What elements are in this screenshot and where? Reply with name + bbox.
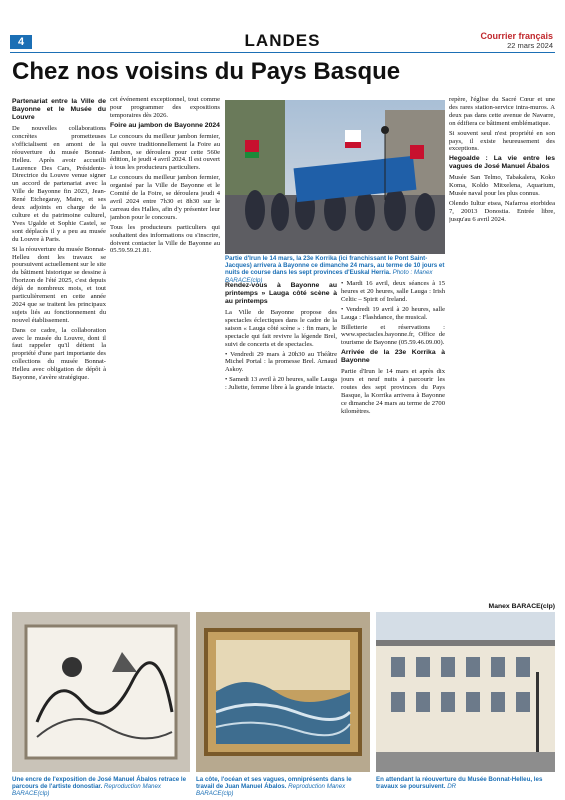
paragraph: Partie d'Irun le 14 mars et après dix jours et neuf nuits à parcourir les routes des sept provinces du Pays Basque, la Korrika arrivera à Bayonne ce dimanche 24 mars au terme de 2700 kilomètres. — [341, 368, 445, 415]
paragraph: De nouvelles collaborations concrètes prometteuses s'officialisent en amont de la réouverture du musée Bonnat-Helleu. Après avoir accueilli Laurence Des Cars, Présidente-Directrice du Louvre venue signer un accord de partenariat avec la Ville de Bayonne fin 2023, Jean-René Etchegaray, Maire, et ses deux adjoints en charge de la culture et du patrimoine culturel, Yves Ugalde et Sophie Castel, se sont déplacés il y a peu au musée du Louvre à Paris. — [12, 125, 106, 243]
paragraph: • Mardi 16 avril, deux séances à 15 heures et 20 heures, salle Lauga : Irish Celtic – Spirit of Ireland. — [341, 280, 445, 303]
paragraph: Si souvent seul n'est propriété en son pays, il existe heureusement des exceptions. — [449, 129, 555, 153]
paragraph: Le concours du meilleur jambon fermier, organisé par la Ville de Bayonne et le Comité de la Foire, se déroulera jeudi 4 avril 2024 entre 7h30 et 8h30 sur le carreau des Halles, afin d'y présenter leur jambon pour le concours. — [110, 174, 220, 221]
caption-credit: DR — [447, 783, 457, 791]
caption-text: La côte, l'océan et ses vagues, omniprésents dans le travail de Juan Manuel Ábalos. — [196, 776, 352, 791]
korrika-photo — [225, 100, 445, 254]
ink-artwork-photo — [12, 612, 190, 772]
paragraph: Le concours du meilleur jambon fermier, qui ouvre traditionnellement la Foire au Jambon, se déroulera pour cette 560e édition, le jeudi 4 avril 2024. Il est ouvert à tous les producteurs particuliers. — [110, 132, 220, 172]
article-heading-louvre: Partenariat entre la Ville de Bayonne et le Musée du Louvre — [12, 98, 106, 121]
column-5 — [449, 96, 555, 599]
page-title: Chez nos voisins du Pays Basque — [12, 58, 401, 85]
article-heading-foire: Foire au jambon de Bayonne 2024 — [110, 121, 220, 129]
paragraph: cet événement exceptionnel, tout comme pour programmer des expositions temporaires dès 2026. — [110, 96, 220, 119]
caption-credit: Reproduction Manex BARACE(clp) — [12, 783, 162, 798]
page-number: 4 — [10, 35, 32, 49]
museum-building-photo — [376, 612, 555, 772]
paragraph: • Vendredi 29 mars à 20h30 au Théâtre Michel Portal : la promesse Brel. Arnaud Askoy. — [225, 350, 337, 374]
column-1 — [12, 96, 106, 602]
brand-name: Courrier français — [480, 31, 553, 41]
paragraph: Dans ce cadre, la collaboration avec le musée du Louvre, dont il faut rappeler qu'il détient la propriété d'une part importante des collections du musée Bonnat-Helleu avec obligation de dépôt à Bayonne, s'avère stratégique. — [12, 326, 106, 382]
bottom-caption-2 — [196, 776, 370, 798]
author-credit: Manex BARACE(clp) — [488, 603, 555, 610]
article-heading-korrika: Arrivée de la 23e Korrika à Bayonne — [341, 349, 445, 365]
column-2 — [110, 96, 220, 506]
paragraph: Billetterie et réservations : www.spectacles.bayonne.fr, Office de tourisme de Bayonne (05.59.46.09.00). — [341, 323, 445, 347]
bottom-caption-3 — [376, 776, 555, 790]
paragraph: Tous les producteurs particuliers qui souhaitent des informations ou s'inscrire, doivent contacter la Ville de Bayonne au 05.59.59.21.81. — [110, 223, 220, 255]
paragraph: La Ville de Bayonne propose des spectacles éclectiques dans le cadre de la saison « Lauga côté scène » : fin mars, le spectacle qui fait revivre la légende Brel, suivi de concerts et de spectacles. — [225, 309, 337, 348]
caption-credit: Photo : Manex BARACE(clp) — [225, 269, 433, 284]
section-title: LANDES — [244, 31, 321, 50]
waves-painting-photo — [196, 612, 370, 772]
article-heading-lauga: Rendez-vous à Bayonne au printemps » Lauga côté scène à au printemps — [225, 282, 337, 305]
issue-date: 22 mars 2024 — [507, 41, 553, 50]
header-rule — [10, 52, 555, 53]
bottom-caption-1 — [12, 776, 190, 798]
paragraph: repère, l'église du Sacré Cœur et une des rares station-service intra-muros. A deux pas dans cette avenue de Navarre, on édifiera ce bâtiment emblématique. — [449, 96, 555, 127]
caption-text: Une encre de l'exposition de José Manuel Ábalos retrace le parcours de l'artiste donostiar. — [12, 776, 187, 791]
paragraph: Olendo Iultur etsea, Nafarroa etorbidea 7, 20013 Donostia. Entrée libre, jusqu'au 6 avril 2024. — [449, 200, 555, 223]
caption-credit: Reproduction Manex BARACE(clp) — [196, 783, 346, 798]
paragraph: • Vendredi 19 avril à 20 heures, salle Lauga : Flashdance, the musical. — [341, 305, 445, 321]
caption-text: Partie d'Irun le 14 mars, la 23e Korrika (ici franchissant le Pont Saint-Jacques) arrivera à Bayonne ce dimanche 24 mars, au terme de 10 jours et nuits de course dans les sept provinces d'Euskal Herria. — [225, 255, 445, 277]
paragraph: Musée San Telmo, Tabakalera, Koko Koma, Koldo Mitxelena, Aquarium, Musée naval pour les plus connus. — [449, 174, 555, 198]
paragraph: • Samedi 13 avril à 20 heures, salle Lauga : Juliette, femme libre à la grande intacte. — [225, 376, 337, 392]
page-header — [0, 0, 565, 56]
caption-text: En attendant la réouverture du Musée Bonnat-Helleu, les travaux se poursuivent. — [376, 776, 543, 791]
article-heading-hegoalde: Hegoalde : La vie entre les vagues de José Manuel Ábalos — [449, 155, 555, 171]
brand — [480, 31, 553, 51]
paragraph: Si la réouverture du musée Bonnat-Helleu dont les travaux se poursuivent actuellement sur le site du bâtiment historique se dessine à l'horizon de l'été 2025, c'est depuis déjà de nombreux mois, et tout particulièrement en cette année 2024 que se traitent les principaux sujets liés au fonctionnement du nouvel établissement. — [12, 245, 106, 324]
